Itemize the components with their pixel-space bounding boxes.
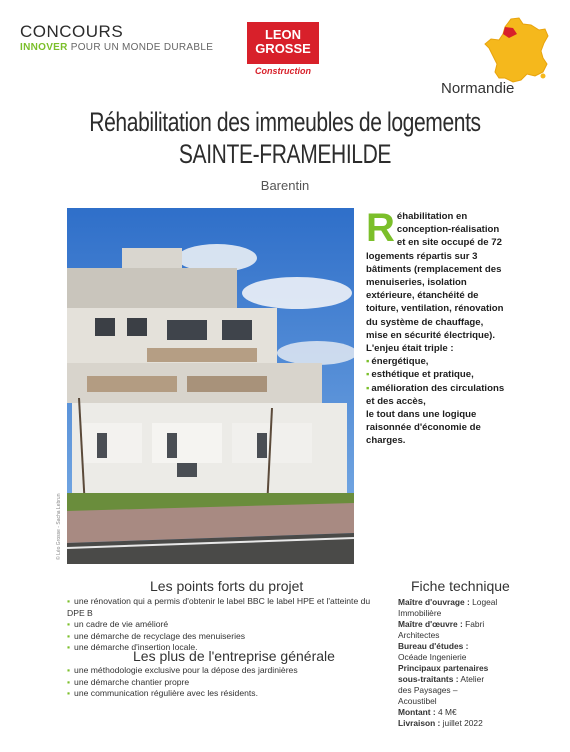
fiche-row [398, 707, 498, 718]
fiche-title: Fiche technique [411, 578, 510, 594]
fiche-row [398, 641, 498, 663]
title-line1: Réhabilitation des immeubles de logements [89, 107, 481, 137]
list-item: ▪ une méthodologie exclusive pour la dépose des jardinières [67, 665, 387, 677]
fiche-row [398, 718, 498, 729]
fiche-value: Atelier des Paysages – Acoustibel [398, 674, 485, 706]
list-item: ▪ une démarche de recyclage des menuiseries [67, 631, 387, 643]
logo-line1: LEON [264, 27, 302, 42]
contest-tagline [20, 42, 213, 53]
fiche-value: Logeal Immobilière [398, 597, 498, 618]
tagline-rest: POUR UN MONDE DURABLE [67, 42, 214, 53]
fiche-label: Montant : [398, 707, 436, 717]
points-forts-title: Les points forts du projet [150, 578, 304, 594]
intro-item: ▪ énergétique, [366, 355, 506, 368]
points-forts-list [67, 596, 387, 654]
list-item: ▪ une démarche chantier propre [67, 677, 387, 689]
intro-item: ▪ amélioration des circulations et des accès, [366, 382, 506, 408]
list-item: ▪ une rénovation qui a permis d'obtenir le label BBC le label HPE et l'atteinte du DPE B [67, 596, 387, 619]
fiche-label: Maître d'ouvrage : [398, 597, 470, 607]
fiche-row [398, 597, 498, 619]
france-map-icon [483, 16, 553, 84]
plus-entreprise-title: Les plus de l'entreprise générale [133, 648, 335, 664]
fiche-label: Principaux partenaires sous-traitants : [398, 663, 489, 684]
photo-credit: © Léo Grosse - Sacha Lebrun [56, 493, 62, 560]
page-title [63, 106, 508, 170]
fiche-value: Océade Ingenierie [398, 652, 467, 662]
logo-box [247, 22, 319, 64]
fiche-value: juillet 2022 [440, 718, 483, 728]
list-item: ▪ un cadre de vie amélioré [67, 619, 387, 631]
fiche-technique [398, 597, 498, 729]
intro-lead: éhabilitation en conception-réalisation et en site occupé de 72 logements répartis sur 3 bâtiments (remplacement des menuiseries, isolation extérieure, étanchéité de toiture, ventilation, rénovation du système de chauffage, mise en sécurité électrique). L'enjeu était triple : [366, 211, 504, 355]
fiche-value: Fabri Architectes [398, 619, 485, 640]
fiche-value: 4 M€ [435, 707, 457, 717]
plus-entreprise-list [67, 665, 387, 700]
fiche-label: Livraison : [398, 718, 441, 728]
company-logo [247, 22, 319, 74]
fiche-label: Bureau d'études : [398, 641, 469, 651]
logo-line2: GROSSE [255, 41, 311, 56]
city-subtitle: Barentin [260, 178, 310, 193]
title-line2: SAINTE-FRAMEHILDE [178, 139, 392, 169]
intro-item: ▪ esthétique et pratique, [366, 368, 506, 381]
fiche-label: Maître d'œuvre : [398, 619, 463, 629]
tagline-highlight: INNOVER [20, 42, 68, 53]
intro-text [366, 206, 506, 448]
fiche-row [398, 619, 498, 641]
logo-subtitle: Construction [255, 66, 311, 76]
list-item: ▪ une démarche d'insertion locale. [67, 642, 387, 654]
intro-dropcap: R [366, 206, 395, 250]
fiche-row [398, 663, 498, 707]
intro-closing: le tout dans une logique raisonnée d'économie de charges. [366, 409, 481, 447]
building-photo [67, 208, 354, 564]
region-label: Normandie [441, 80, 515, 97]
contest-label: CONCOURS [20, 22, 124, 41]
list-item: ▪ une communication régulière avec les résidents. [67, 688, 387, 700]
